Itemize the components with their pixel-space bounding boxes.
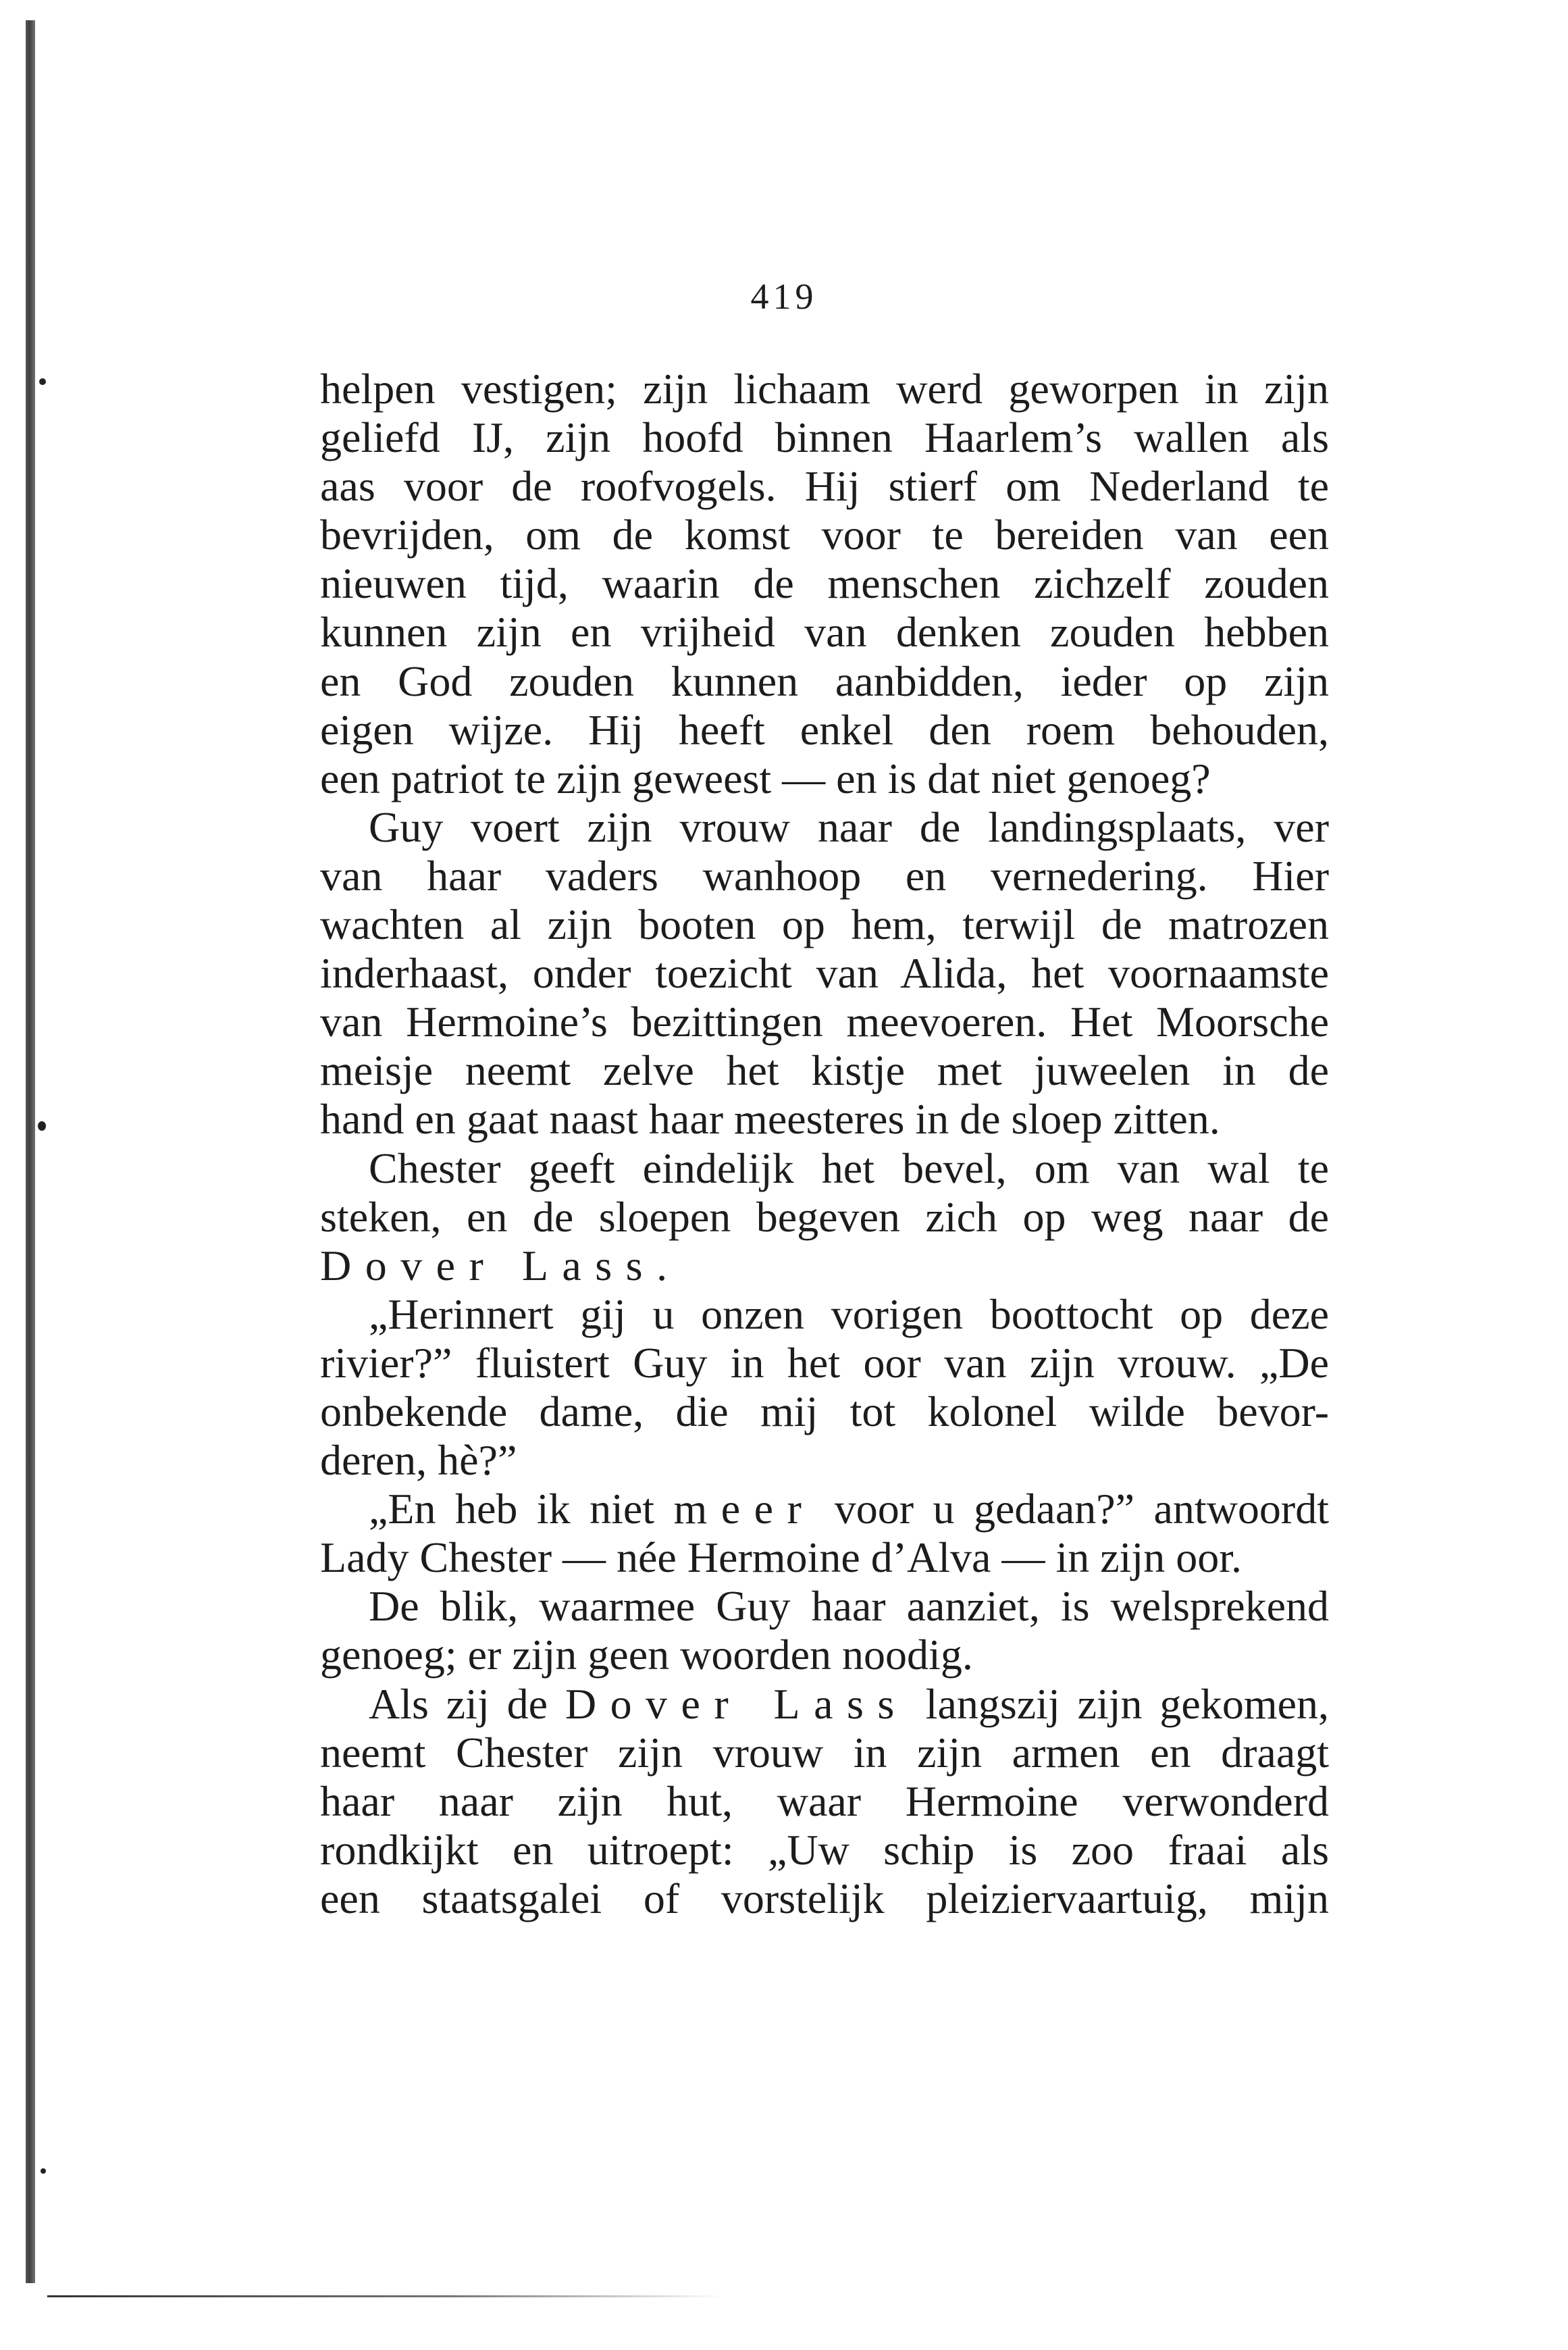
text-line: neemt Chester zijn vrouw in zijn armen en draagt [320, 1728, 1329, 1777]
paragraph-group [320, 1290, 1329, 1485]
scan-bottom-edge [47, 2295, 723, 2297]
scan-mark [41, 2168, 46, 2174]
text-line [320, 1680, 1329, 1729]
text-line: een staatsgalei of vorstelijk pleiziervaartuig, mijn [320, 1874, 1329, 1922]
text-line: De blik, waarmee Guy haar aanziet, is welsprekend [369, 1582, 1329, 1631]
scan-mark [39, 378, 46, 385]
text-line: en God zouden kunnen aanbidden, ieder op zijn [320, 657, 1329, 705]
text-line: hand en gaat naast haar meesteres in de sloep zitten. [320, 1095, 1220, 1144]
line-text: langszij zijn gekomen, [908, 1679, 1330, 1728]
text-line: helpen vestigen; zijn lichaam werd geworpen in zijn [320, 365, 1329, 413]
text-line: deren, hè?” [320, 1436, 517, 1485]
page-number: 419 [750, 276, 818, 317]
text-line: van haar vaders wanhoop en vernedering. Hier [320, 851, 1329, 900]
line-text: Als zij de [369, 1679, 565, 1728]
line-text: voor u gedaan?” antwoordt [815, 1485, 1330, 1533]
text-line: Chester geeft eindelijk het bevel, om van wal te [369, 1144, 1329, 1192]
emphasis-text: meer [673, 1485, 816, 1533]
text-line: kunnen zijn en vrijheid van denken zouden hebben [320, 608, 1329, 657]
text-line: steken, en de sloepen begeven zich op weg naar de [320, 1192, 1329, 1241]
text-line: onbekende dame, die mij tot kolonel wilde bevor- [320, 1387, 1329, 1435]
text-line: een patriot te zijn geweest — en is dat niet genoeg? [320, 754, 1211, 802]
text-line: Lady Chester — née Hermoine d’Alva — in zijn oor. [320, 1533, 1242, 1582]
text-line: Guy voert zijn vrouw naar de landingsplaats, ver [369, 802, 1329, 851]
text-line: aas voor de roofvogels. Hij stierf om Nederland te [320, 462, 1329, 511]
text-line: haar naar zijn hut, waar Hermoine verwonderd [320, 1777, 1329, 1825]
paragraph-group [320, 1729, 1329, 1923]
paragraph-group [320, 1533, 1329, 1679]
text-line: van Hermoine’s bezittingen meevoeren. Het Moorsche [320, 998, 1329, 1046]
scan-gutter-edge [26, 20, 35, 2283]
text-line: nieuwen tijd, waarin de menschen zichzelf zouden [320, 559, 1329, 608]
text-line [320, 1485, 1329, 1533]
ship-name: Dover Lass [565, 1679, 908, 1728]
body-text [320, 365, 1329, 1923]
text-line: eigen wijze. Hij heeft enkel den roem behouden, [320, 705, 1329, 754]
text-line: bevrijden, om de komst voor te bereiden van een [320, 511, 1329, 559]
ship-name: Dover Lass [320, 1241, 657, 1289]
paragraph-group [320, 365, 1329, 1242]
text-line: rivier?” fluistert Guy in het oor van zijn vrouw. „De [320, 1338, 1329, 1387]
text-line: rondkijkt en uitroept: „Uw schip is zoo fraai als [320, 1825, 1329, 1874]
line-suffix: . [656, 1241, 668, 1289]
text-line: „Herinnert gij u onzen vorigen boottocht op deze [369, 1289, 1329, 1338]
text-line: meisje neemt zelve het kistje met juweelen in de [320, 1046, 1329, 1095]
scan-mark [38, 1121, 46, 1131]
line-text: „En heb ik niet [369, 1485, 674, 1533]
text-line: genoeg; er zijn geen woorden noodig. [320, 1631, 973, 1679]
text-line: geliefd IJ, zijn hoofd binnen Haarlem’s wallen als [320, 413, 1329, 462]
text-line: wachten al zijn booten op hem, terwijl de matrozen [320, 900, 1329, 949]
text-line [320, 1242, 1329, 1290]
text-line: inderhaast, onder toezicht van Alida, het voornaamste [320, 949, 1329, 998]
